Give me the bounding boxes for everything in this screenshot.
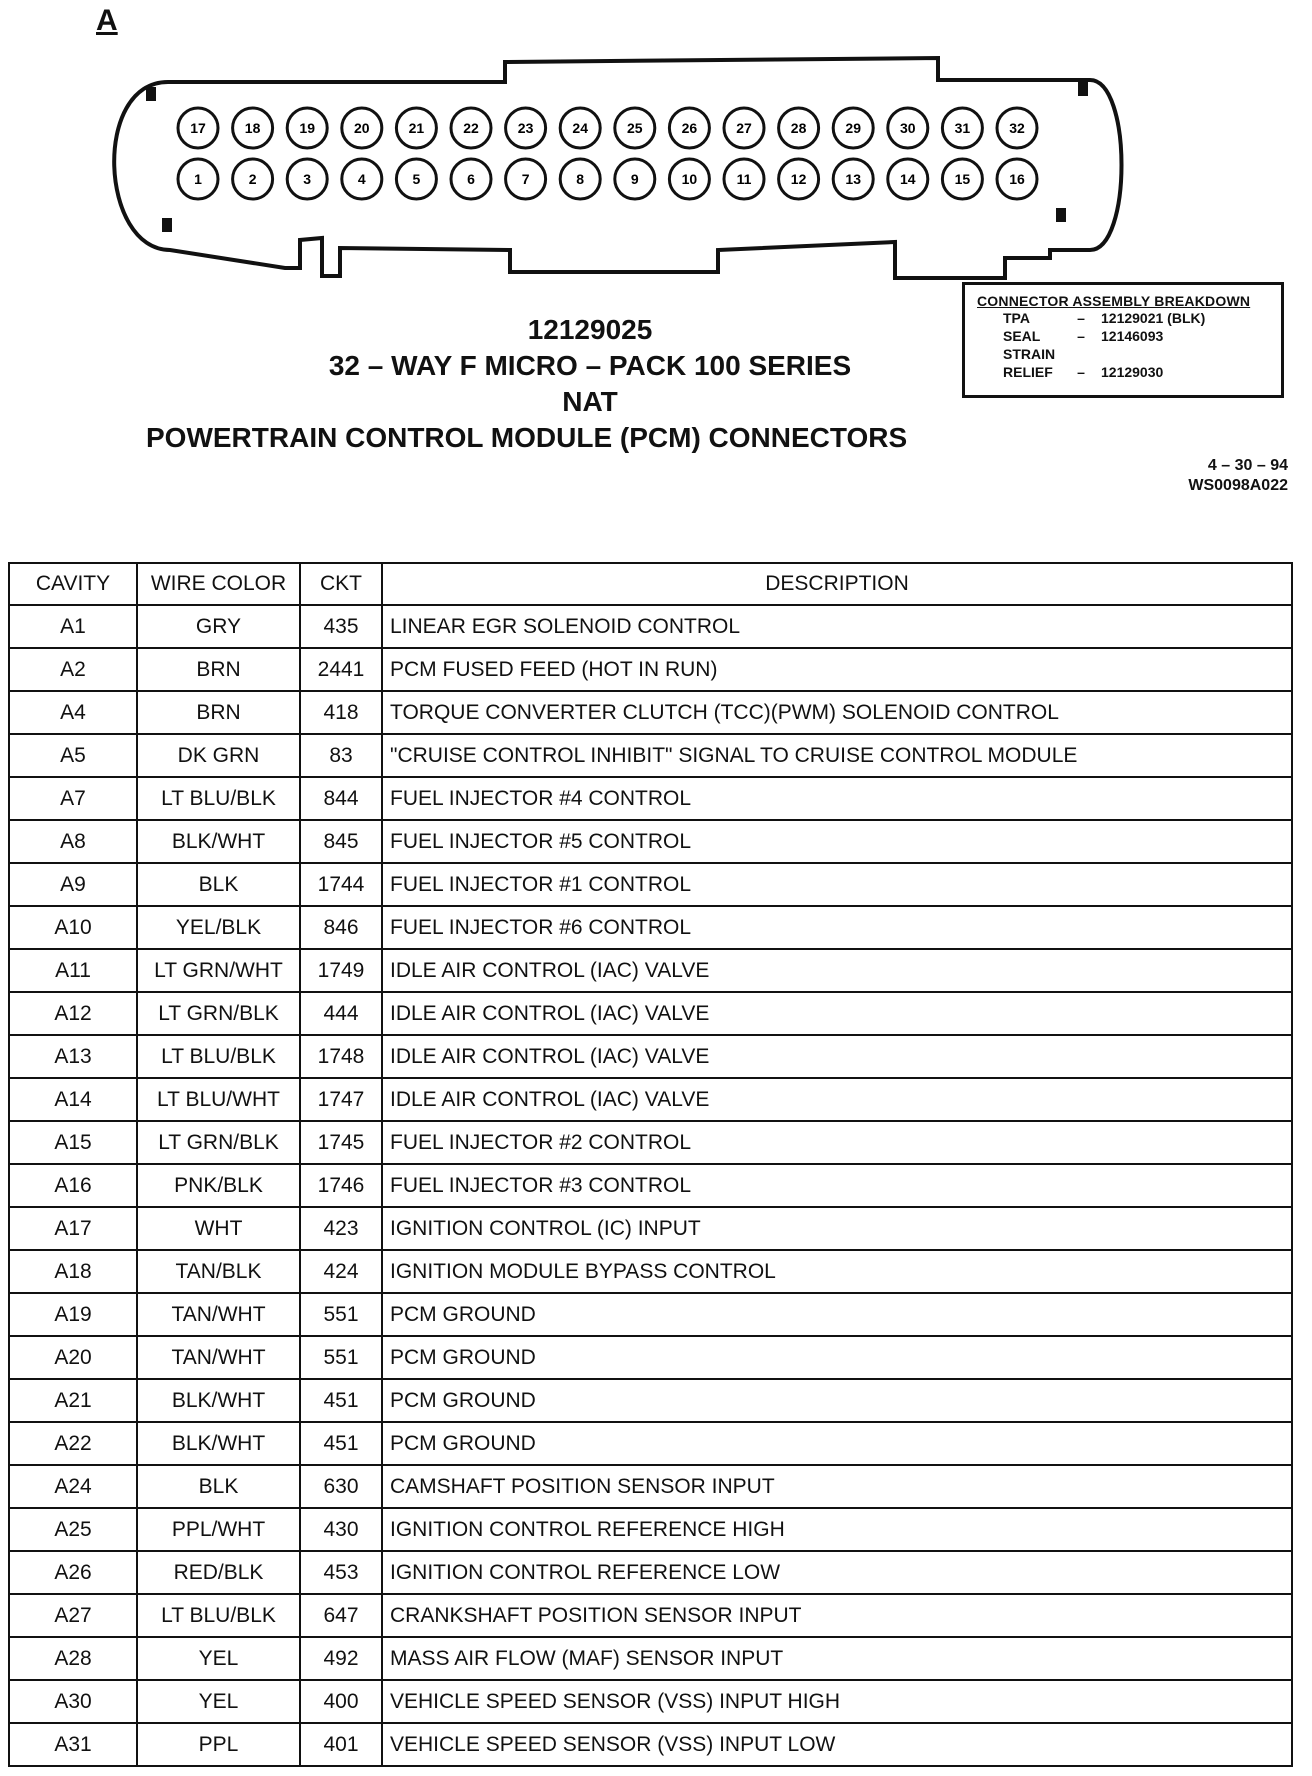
connector-type: NAT (562, 386, 618, 417)
cavity-cell: A25 (9, 1508, 137, 1551)
ckt-cell: 453 (300, 1551, 382, 1594)
breakdown-dash: – (1077, 364, 1085, 380)
pin-number: 8 (576, 171, 585, 187)
table-row (9, 1293, 1292, 1336)
ckt-cell: 1749 (300, 949, 382, 992)
description-cell: PCM GROUND (382, 1336, 1292, 1379)
description-cell: FUEL INJECTOR #6 CONTROL (382, 906, 1292, 949)
cavity-cell: A11 (9, 949, 137, 992)
pin-number: 15 (954, 171, 971, 187)
ckt-cell: 1747 (300, 1078, 382, 1121)
pin-number: 27 (736, 120, 752, 136)
pin-number: 26 (681, 120, 698, 136)
wire-color-cell: BRN (137, 691, 300, 734)
ckt-cell: 451 (300, 1379, 382, 1422)
ckt-cell: 430 (300, 1508, 382, 1551)
table-row (9, 1121, 1292, 1164)
cavity-cell: A17 (9, 1207, 137, 1250)
ckt-cell: 401 (300, 1723, 382, 1766)
cavity-cell: A27 (9, 1594, 137, 1637)
description-cell: FUEL INJECTOR #1 CONTROL (382, 863, 1292, 906)
cavity-cell: A28 (9, 1637, 137, 1680)
pin-number: 12 (790, 171, 807, 187)
pin-number: 24 (572, 120, 588, 136)
wire-color-cell: YEL (137, 1680, 300, 1723)
connector-series: 32 – WAY F MICRO – PACK 100 SERIES (328, 350, 852, 381)
pin-number: 18 (244, 120, 261, 136)
polarization-mark-bl (162, 218, 172, 232)
table-row (9, 691, 1292, 734)
description-cell: FUEL INJECTOR #2 CONTROL (382, 1121, 1292, 1164)
ckt-cell: 424 (300, 1250, 382, 1293)
breakdown-dash (1061, 345, 1101, 363)
table-row (9, 1379, 1292, 1422)
pin-number: 3 (303, 171, 312, 187)
table-row (9, 1465, 1292, 1508)
wire-color-cell: TAN/WHT (137, 1336, 300, 1379)
description-cell: PCM GROUND (382, 1379, 1292, 1422)
cavity-cell: A31 (9, 1723, 137, 1766)
wire-color-cell: DK GRN (137, 734, 300, 777)
breakdown-key: STRAIN (1003, 346, 1056, 362)
ckt-cell: 1744 (300, 863, 382, 906)
pin-number: 16 (1009, 171, 1025, 187)
cavity-cell: A30 (9, 1680, 137, 1723)
wire-color-cell: RED/BLK (137, 1551, 300, 1594)
cavity-cell: A12 (9, 992, 137, 1035)
pin-number: 17 (190, 120, 206, 136)
breakdown-value: 12129021 (BLK) (1101, 310, 1206, 326)
pin-number: 29 (845, 120, 861, 136)
wire-color-cell: LT BLU/WHT (137, 1078, 300, 1121)
table-header-row (9, 563, 1292, 605)
polarization-mark-tr (1078, 82, 1088, 96)
connector-diagram (0, 0, 1312, 290)
cavity-cell: A8 (9, 820, 137, 863)
table-row (9, 1594, 1292, 1637)
wire-color-cell: LT GRN/WHT (137, 949, 300, 992)
cavity-cell: A19 (9, 1293, 137, 1336)
description-cell: PCM GROUND (382, 1293, 1292, 1336)
ckt-cell: 83 (300, 734, 382, 777)
ckt-cell: 451 (300, 1422, 382, 1465)
pin-number: 32 (1009, 120, 1025, 136)
wire-color-cell: LT GRN/BLK (137, 992, 300, 1035)
ckt-cell: 418 (300, 691, 382, 734)
wire-color-cell: WHT (137, 1207, 300, 1250)
breakdown-value: 12146093 (1101, 328, 1164, 344)
description-cell: IDLE AIR CONTROL (IAC) VALVE (382, 949, 1292, 992)
description-cell: LINEAR EGR SOLENOID CONTROL (382, 605, 1292, 648)
cavity-cell: A22 (9, 1422, 137, 1465)
pin-number: 7 (521, 171, 530, 187)
pin-number: 20 (354, 120, 370, 136)
description-cell: TORQUE CONVERTER CLUTCH (TCC)(PWM) SOLENOID CONTROL (382, 691, 1292, 734)
description-cell: FUEL INJECTOR #3 CONTROL (382, 1164, 1292, 1207)
description-cell: PCM FUSED FEED (HOT IN RUN) (382, 648, 1292, 691)
header-description: DESCRIPTION (382, 563, 1292, 605)
wire-color-cell: LT BLU/BLK (137, 777, 300, 820)
table-row (9, 906, 1292, 949)
ckt-cell: 551 (300, 1336, 382, 1379)
wire-color-cell: BRN (137, 648, 300, 691)
cavity-cell: A2 (9, 648, 137, 691)
description-cell: IGNITION CONTROL (IC) INPUT (382, 1207, 1292, 1250)
breakdown-dash: – (1077, 328, 1085, 344)
table-row (9, 1551, 1292, 1594)
description-cell: IGNITION CONTROL REFERENCE HIGH (382, 1508, 1292, 1551)
ckt-cell: 1745 (300, 1121, 382, 1164)
cavity-cell: A15 (9, 1121, 137, 1164)
cavity-cell: A10 (9, 906, 137, 949)
page-title: POWERTRAIN CONTROL MODULE (PCM) CONNECTORS (146, 422, 908, 453)
pin-number: 11 (736, 171, 752, 187)
pin-number: 1 (194, 171, 202, 187)
description-cell: IGNITION MODULE BYPASS CONTROL (382, 1250, 1292, 1293)
diagram-titles (130, 312, 1050, 456)
cavity-cell: A9 (9, 863, 137, 906)
ckt-cell: 435 (300, 605, 382, 648)
cavity-cell: A21 (9, 1379, 137, 1422)
header-wire-color: WIRE COLOR (137, 563, 300, 605)
pin-number: 13 (845, 171, 861, 187)
table-row (9, 1637, 1292, 1680)
cavity-cell: A24 (9, 1465, 137, 1508)
wire-color-cell: PPL/WHT (137, 1508, 300, 1551)
description-cell: CRANKSHAFT POSITION SENSOR INPUT (382, 1594, 1292, 1637)
ckt-cell: 647 (300, 1594, 382, 1637)
ckt-cell: 551 (300, 1293, 382, 1336)
table-row (9, 734, 1292, 777)
ckt-cell: 846 (300, 906, 382, 949)
pin-number: 9 (630, 171, 639, 187)
ckt-cell: 845 (300, 820, 382, 863)
revision-date: 4 – 30 – 94 (1207, 457, 1288, 474)
description-cell: "CRUISE CONTROL INHIBIT" SIGNAL TO CRUISE CONTROL MODULE (382, 734, 1292, 777)
table-row (9, 820, 1292, 863)
description-cell: IDLE AIR CONTROL (IAC) VALVE (382, 992, 1292, 1035)
table-row (9, 1336, 1292, 1379)
wire-color-cell: TAN/BLK (137, 1250, 300, 1293)
ckt-cell: 492 (300, 1637, 382, 1680)
description-cell: PCM GROUND (382, 1422, 1292, 1465)
wire-color-cell: BLK/WHT (137, 1422, 300, 1465)
wire-color-cell: YEL/BLK (137, 906, 300, 949)
pin-number: 22 (463, 120, 479, 136)
table-row (9, 1508, 1292, 1551)
pin-number: 10 (681, 171, 698, 187)
breakdown-key: RELIEF (1003, 364, 1053, 380)
polarization-mark-tl (146, 87, 156, 101)
pin-number: 31 (954, 120, 971, 136)
description-cell: VEHICLE SPEED SENSOR (VSS) INPUT HIGH (382, 1680, 1292, 1723)
cavity-cell: A16 (9, 1164, 137, 1207)
breakdown-title: CONNECTOR ASSEMBLY BREAKDOWN (977, 293, 1251, 309)
description-cell: MASS AIR FLOW (MAF) SENSOR INPUT (382, 1637, 1292, 1680)
table-row (9, 949, 1292, 992)
pin-row-bottom (178, 159, 1037, 199)
table-row (9, 1164, 1292, 1207)
breakdown-value (1101, 345, 1269, 363)
ckt-cell: 400 (300, 1680, 382, 1723)
cavity-cell: A5 (9, 734, 137, 777)
cavity-cell: A18 (9, 1250, 137, 1293)
cavity-cell: A20 (9, 1336, 137, 1379)
wire-color-cell: GRY (137, 605, 300, 648)
table-row (9, 605, 1292, 648)
pin-number: 30 (900, 120, 916, 136)
wire-color-cell: PPL (137, 1723, 300, 1766)
breakdown-dash: – (1077, 310, 1085, 326)
pin-number: 4 (357, 171, 366, 187)
breakdown-value: 12129030 (1101, 364, 1164, 380)
cavity-cell: A1 (9, 605, 137, 648)
wire-color-cell: BLK (137, 1465, 300, 1508)
breakdown-key: TPA (1003, 310, 1030, 326)
cavity-cell: A14 (9, 1078, 137, 1121)
table-row (9, 863, 1292, 906)
cavity-cell: A13 (9, 1035, 137, 1078)
pin-number: 19 (299, 120, 315, 136)
pin-number: 28 (790, 120, 807, 136)
date-code (1188, 456, 1288, 496)
pin-number: 6 (467, 171, 475, 187)
table-row (9, 1078, 1292, 1121)
wire-color-cell: YEL (137, 1637, 300, 1680)
pin-number: 2 (248, 171, 257, 187)
polarization-mark-br (1056, 208, 1066, 222)
pin-number: 21 (408, 120, 425, 136)
table-row (9, 1207, 1292, 1250)
pin-number: 23 (517, 120, 534, 136)
wire-color-cell: PNK/BLK (137, 1164, 300, 1207)
description-cell: FUEL INJECTOR #4 CONTROL (382, 777, 1292, 820)
description-cell: CAMSHAFT POSITION SENSOR INPUT (382, 1465, 1292, 1508)
pin-number: 5 (412, 171, 421, 187)
header-ckt: CKT (300, 563, 382, 605)
table-row (9, 1250, 1292, 1293)
ckt-cell: 1748 (300, 1035, 382, 1078)
description-cell: IDLE AIR CONTROL (IAC) VALVE (382, 1035, 1292, 1078)
ckt-cell: 444 (300, 992, 382, 1035)
ckt-cell: 423 (300, 1207, 382, 1250)
pin-number: 25 (627, 120, 643, 136)
breakdown-key: SEAL (1003, 328, 1041, 344)
wire-color-cell: LT BLU/BLK (137, 1035, 300, 1078)
table-row (9, 1035, 1292, 1078)
pin-number: 14 (900, 171, 916, 187)
ckt-cell: 1746 (300, 1164, 382, 1207)
table-row (9, 1422, 1292, 1465)
document-code: WS0098A022 (1188, 477, 1288, 494)
wire-color-cell: BLK/WHT (137, 820, 300, 863)
table-body (9, 605, 1292, 1766)
table-row (9, 1680, 1292, 1723)
description-cell: VEHICLE SPEED SENSOR (VSS) INPUT LOW (382, 1723, 1292, 1766)
table-row (9, 648, 1292, 691)
cavity-cell: A4 (9, 691, 137, 734)
table-row (9, 1723, 1292, 1766)
ckt-cell: 2441 (300, 648, 382, 691)
header-cavity: CAVITY (9, 563, 137, 605)
cavity-cell: A7 (9, 777, 137, 820)
description-cell: IDLE AIR CONTROL (IAC) VALVE (382, 1078, 1292, 1121)
part-number: 12129025 (527, 314, 653, 345)
wire-color-cell: LT GRN/BLK (137, 1121, 300, 1164)
description-cell: IGNITION CONTROL REFERENCE LOW (382, 1551, 1292, 1594)
description-cell: FUEL INJECTOR #5 CONTROL (382, 820, 1292, 863)
wire-color-cell: BLK/WHT (137, 1379, 300, 1422)
table-row (9, 777, 1292, 820)
wire-color-cell: LT BLU/BLK (137, 1594, 300, 1637)
pin-row-top (178, 108, 1037, 148)
cavity-cell: A26 (9, 1551, 137, 1594)
ckt-cell: 630 (300, 1465, 382, 1508)
ckt-cell: 844 (300, 777, 382, 820)
pinout-table (8, 562, 1293, 1767)
connector-tab-label: A (96, 4, 118, 37)
table-row (9, 992, 1292, 1035)
wire-color-cell: BLK (137, 863, 300, 906)
wire-color-cell: TAN/WHT (137, 1293, 300, 1336)
